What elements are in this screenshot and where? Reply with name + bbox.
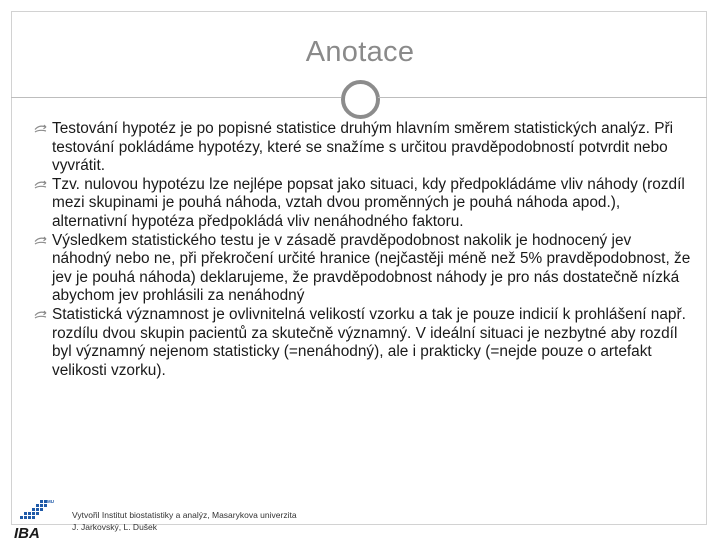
bullet-list (34, 120, 694, 380)
bullet-arrow-icon (34, 310, 48, 321)
bullet-text: Tzv. nulovou hypotézu lze nejlépe popsat jako situaci, kdy předpokládáme vliv náhody (rozdíl mezi skupinami je pouhá náhoda, vztah dvou proměnných je pouhá náhoda apod.), alternativní hypotéza předpokládá vliv nenáhodného faktoru. (52, 175, 685, 230)
footer-line-institute: Vytvořil Institut biostatistiky a analýz, Masarykova univerzita (72, 510, 297, 520)
bullet-item (34, 232, 694, 306)
footer-credits (72, 509, 297, 533)
bullet-arrow-icon (34, 180, 48, 191)
iba-logo (10, 497, 54, 540)
slide-title: Anotace (305, 36, 415, 68)
bullet-text: Testování hypotéz je po popisné statistice druhým hlavním směrem statistických analýz. Při testování pokládáme hypotézy, které se snažíme s určitou pravděpodobností potvrdit nebo vyvrátit. (52, 120, 674, 175)
footer-line-authors: J. Jarkovský, L. Dušek (72, 522, 158, 532)
bullet-item (34, 176, 694, 232)
title-divider-circle-icon (341, 80, 380, 119)
bullet-arrow-icon (34, 236, 48, 247)
bullet-item (34, 120, 694, 176)
bullet-text: Výsledkem statistického testu je v zásadě pravděpodobnost nakolik je hodnocený jev náhodný nebo ne, při překročení určité hranice (nejčastěji méně než 5% pravděpodobnost, že jev je pouhá náhoda) deklarujeme, že pravděpodobnost náhody je pro nás dostatečně nízká abychom jev prohlásili za nenáhodný (52, 231, 691, 305)
title-divider-left (11, 97, 341, 98)
logo-text: IBA (14, 525, 40, 540)
bullet-arrow-icon (34, 124, 48, 135)
title-divider-right (378, 97, 707, 98)
bullet-item (34, 306, 694, 380)
bullet-text: Statistická významnost je ovlivnitelná velikostí vzorku a tak je pouze indicií k prohlášení např. rozdílu dvou skupin pacientů za skutečně významný. V ideální situaci je nezbytné aby rozdíl byl významný nejenom statisticky (=nenáhodný), ale i prakticky (=nejde pouze o artefakt velikosti vzorku). (52, 305, 686, 379)
logo-superscript: MU (47, 499, 54, 504)
